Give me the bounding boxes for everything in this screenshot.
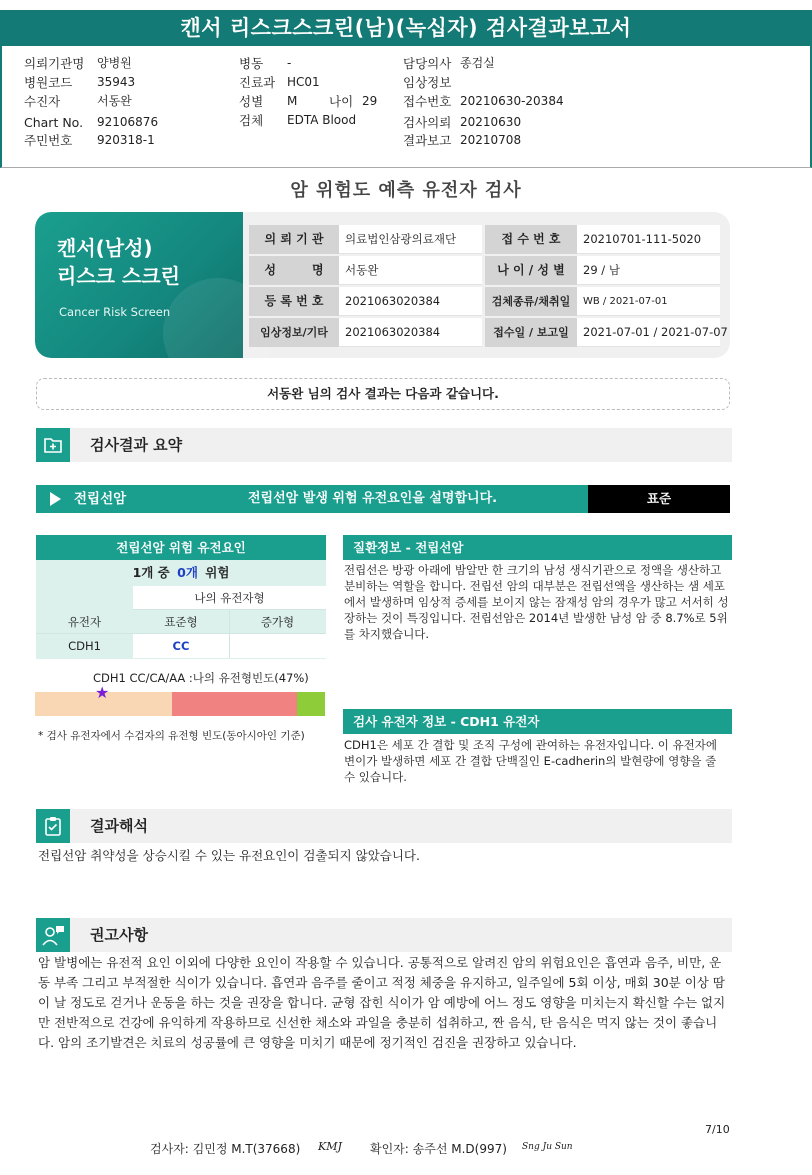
doctor-value: 종검실 (460, 56, 495, 70)
hero-value: 서동완 (339, 256, 482, 285)
hero-label: 나 이 / 성 별 (485, 256, 577, 285)
hero-value: 2021063020384 (339, 318, 482, 347)
tester-name: 검사자: 김민정 M.T(37668) (150, 1142, 301, 1156)
increase-genotype-value (229, 634, 326, 658)
hero-label: 성 명 (249, 256, 339, 285)
result-intro: 서동완 님의 검사 결과는 다음과 같습니다. (36, 378, 730, 410)
receipt-label: 접수번호 (403, 94, 452, 109)
report-date-label: 결과보고 (403, 133, 452, 148)
hero-label: 검체종류/채취일 (485, 287, 577, 316)
my-genotype-header: 나의 유전자형 (194, 591, 265, 605)
dept-value: HC01 (287, 75, 320, 89)
recommendation-section-title: 권고사항 (90, 926, 148, 944)
brand-line2: 리스크 스크린 (57, 264, 180, 288)
patient-label: 수진자 (24, 94, 61, 109)
cancer-description: 전립선암 발생 위험 유전요인을 설명합니다. (248, 491, 498, 506)
hero-value: 20210701-111-5020 (577, 225, 720, 254)
sex-label: 성별 (239, 94, 264, 109)
brand-english: Cancer Risk Screen (59, 305, 171, 319)
ssn-label: 주민번호 (24, 133, 73, 148)
hero-label: 의 뢰 기 관 (249, 225, 339, 254)
play-arrow-icon (50, 492, 61, 506)
gene-name: CDH1 (68, 639, 101, 653)
my-genotype-star-icon: ★ (95, 683, 110, 702)
sex-value: M (287, 94, 298, 108)
clinical-label: 임상정보 (403, 75, 452, 90)
report-date-value: 20210708 (460, 133, 522, 147)
doctor-chat-icon (36, 918, 70, 952)
specimen-label: 검체 (239, 113, 264, 128)
disease-info-title: 질환정보 - 전립선암 (343, 535, 732, 560)
gene-info-title: 검사 유전자 정보 - CDH1 유전자 (343, 709, 732, 734)
hero-value: 2021-07-01 / 2021-07-07 (577, 318, 720, 347)
gene-table-header: 전립선암 위험 유전요인 (36, 535, 326, 560)
frequency-note: * 검사 유전자에서 수검자의 유전형 빈도(동아시아인 기준) (38, 730, 305, 742)
clipboard-icon (36, 809, 70, 843)
page-number: 7/10 (705, 1123, 730, 1136)
ward-label: 병동 (239, 56, 264, 71)
brand-panel (35, 212, 243, 358)
receipt-value: 20210630-20384 (460, 94, 564, 108)
hero-label: 등 록 번 호 (249, 287, 339, 316)
risk-count-suffix: 위험 (205, 565, 230, 580)
summary-card (35, 212, 730, 358)
genotype-grid (36, 585, 326, 659)
request-label: 검사의뢰 (403, 115, 452, 130)
genotype-frequency-bar (35, 692, 325, 716)
hero-value: 의료법인삼광의료재단 (339, 225, 482, 254)
age-value: 29 (362, 94, 378, 108)
freq-segment-mid (172, 692, 297, 716)
folder-plus-icon (36, 428, 70, 462)
freq-segment-increase (297, 692, 325, 716)
risk-count-value: 0개 (177, 565, 198, 580)
interpretation-section-title: 결과해석 (90, 817, 148, 835)
hospital-value: 양병원 (97, 56, 132, 70)
test-subtitle: 암 위험도 예측 유전자 검사 (290, 180, 522, 201)
risk-count-row (36, 560, 326, 585)
hero-label: 임상정보/기타 (249, 318, 339, 347)
risk-level-badge: 표준 (588, 485, 730, 513)
patient-value: 서동완 (97, 94, 132, 108)
hero-value: 29 / 남 (577, 256, 720, 285)
age-label: 나이 (329, 94, 354, 109)
hero-label: 접 수 번 호 (485, 225, 577, 254)
ward-value: - (287, 56, 292, 70)
request-value: 20210630 (460, 115, 522, 129)
code-value: 35943 (97, 75, 136, 89)
normal-genotype-value: CC (172, 639, 190, 653)
increase-column-header: 증가형 (260, 615, 295, 629)
interpretation-section-header (36, 809, 732, 843)
normal-column-header: 표준형 (164, 615, 198, 629)
dept-label: 진료과 (239, 75, 276, 90)
brand-line1: 캔서(남성) (57, 236, 153, 260)
summary-section-title: 검사결과 요약 (90, 436, 183, 454)
doctor-label: 담당의사 (403, 56, 452, 71)
hero-value: WB / 2021-07-01 (577, 287, 720, 316)
ssn-value: 920318-1 (97, 133, 155, 147)
code-label: 병원코드 (24, 75, 73, 90)
hero-value: 2021063020384 (339, 287, 482, 316)
specimen-value: EDTA Blood (287, 113, 357, 127)
risk-count-prefix: 1개 중 (132, 565, 170, 580)
recommendation-text: 암 발병에는 유전적 요인 이외에 다양한 요인이 작용할 수 있습니다. 공통적으로 알려진 암의 위험요인은 흡연과 음주, 비만, 운동 부족 그리고 부적절한 식이가 있습니다. 흡연과 음주를 줄이고 적정 체중을 유지하고, 일주일에 5회 이상, 매회 30분 이상 땀이 날 정도로 걷거나 운동을 하는 것을 권장을 합니다. 균형 잡힌 식이가 암 예방에 어느 정도 영향을 미치는지 확신할 수는 없지만 전반적으로 건강에 유익하게 작용하므로 신선한 채소와 과일을 충분히 섭취하고, 짠 음식, 탄 음식은 먹지 않는 것이 좋습니다. 암의 조기발견은 치료의 성공률에 큰 영향을 미치기 때문에 정기적인 검진을 권장하고 있습니다. (38, 955, 726, 1050)
confirmer-signature: Sng Ju Sun (522, 1142, 573, 1152)
report-title: 캔서 리스크스크린(남)(녹십자) 검사결과보고서 (0, 10, 812, 46)
disease-info-text: 전립선은 방광 아래에 밤알만 한 크기의 남성 생식기관으로 정액을 생산하고 분비하는 역할을 합니다. 전립선 암의 대부분은 전립선액을 생산하는 샘 세포에서 발생하며 임상적 증세를 보이지 않는 잠재성 암의 경우가 많고 서서히 성장하는 것이 특징입니다. 전립선암은 2014년 발생한 남성 암 중 8.7%로 5위를 차지했습니다. (344, 563, 729, 641)
gene-column-header: 유전자 (67, 615, 102, 629)
chart-value: 92106876 (97, 115, 159, 129)
summary-section-header (36, 428, 732, 462)
genotype-frequency-label: CDH1 CC/CA/AA :나의 유전형빈도(47%) (93, 671, 309, 685)
hospital-label: 의뢰기관명 (24, 56, 85, 71)
gene-info-text: CDH1은 세포 간 결합 및 조직 구성에 관여하는 유전자입니다. 이 유전자에 변이가 발생하면 세포 간 결합 단백질인 E-cadherin의 발현량에 영향을 줄 수 있습니다. (344, 738, 717, 784)
confirmer-name: 확인자: 송주선 M.D(997) (370, 1142, 507, 1156)
tester-signature: KMJ (318, 1140, 342, 1153)
cancer-risk-bar (36, 485, 730, 513)
patient-info-block (0, 46, 812, 168)
hero-label: 접수일 / 보고일 (485, 318, 577, 347)
recommendation-section-header (36, 918, 732, 952)
chart-label: Chart No. (24, 115, 84, 130)
cancer-name: 전립선암 (74, 491, 127, 507)
interpretation-text: 전립선암 취약성을 상승시킬 수 있는 유전요인이 검출되지 않았습니다. (38, 848, 420, 863)
